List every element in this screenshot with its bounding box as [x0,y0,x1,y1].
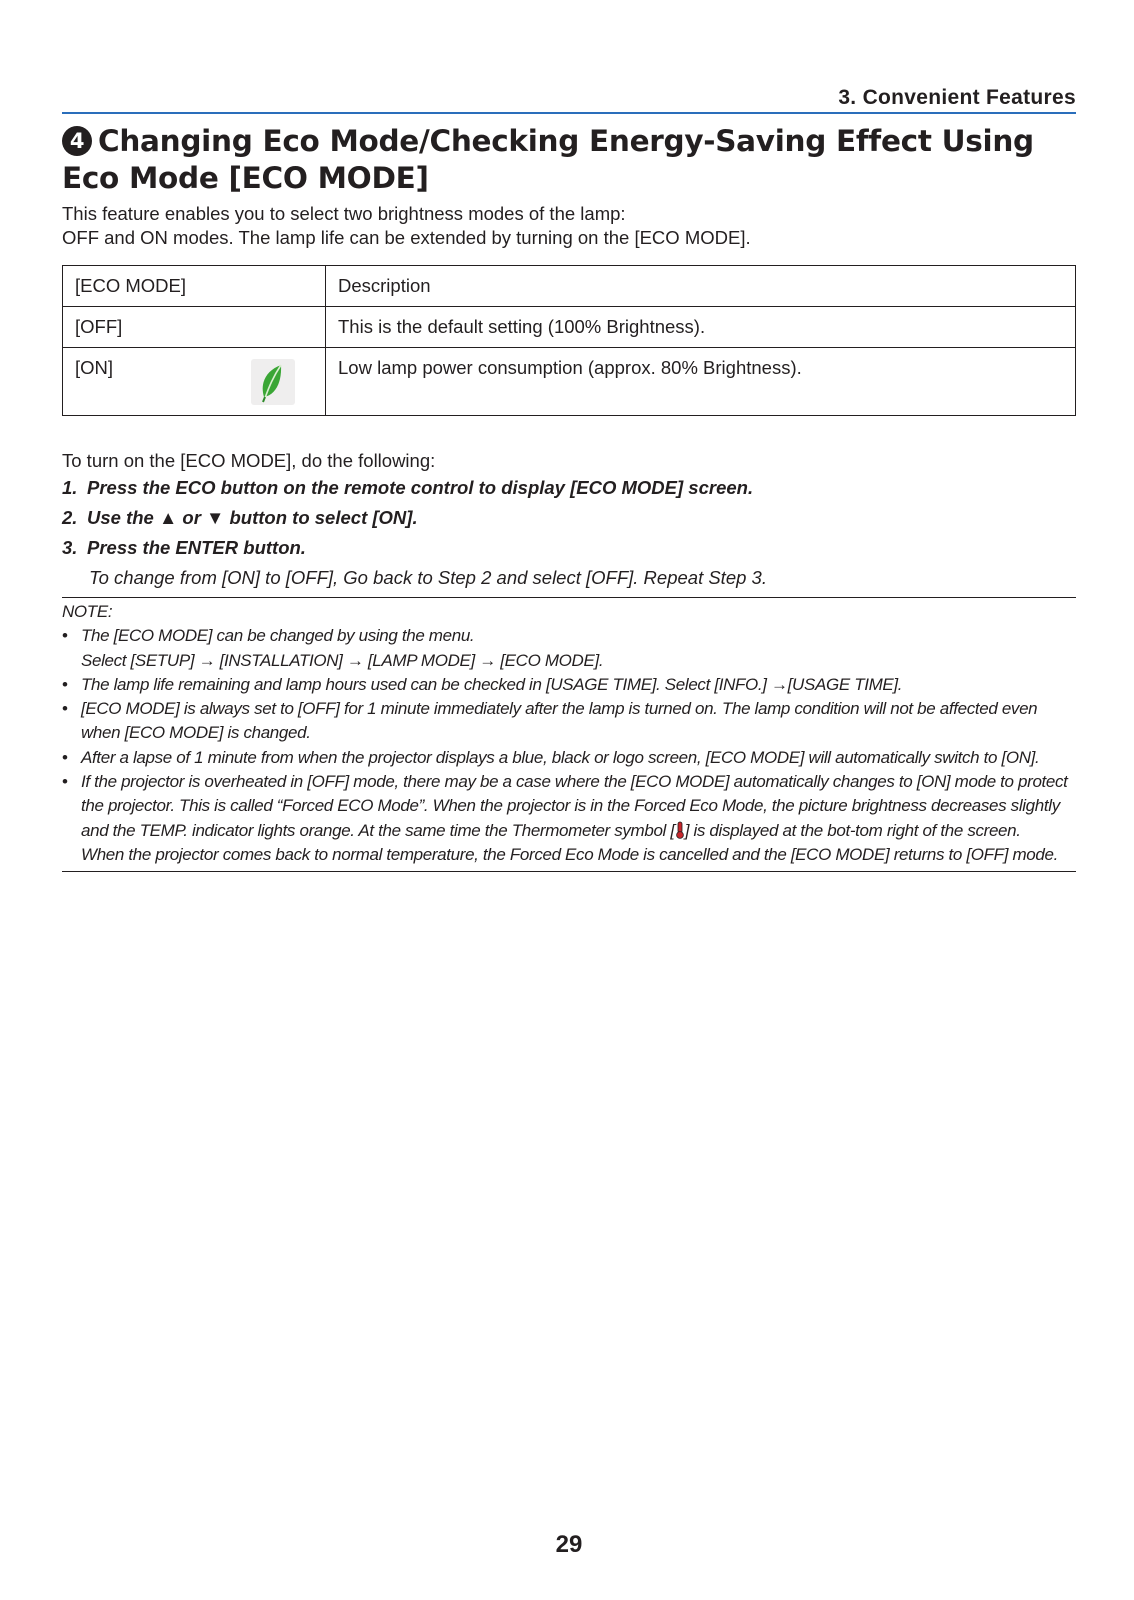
intro-paragraph [62,202,751,250]
table-cell-mode: [OFF] [63,307,326,348]
table-header-mode: [ECO MODE] [63,266,326,307]
list-item [62,770,1076,867]
note-text: ] is displayed at the bot-tom right of the screen. [684,820,1021,840]
note-list [62,624,1076,867]
table-cell-description: This is the default setting (100% Brightness). [326,307,1076,348]
note-text: If the projector is overheated in [OFF] mode, there may be a case where the [ECO MODE] automatically changes to [ON] mode to protect the projector. This is called “Forced ECO Mode”. When the projector is in the Forced Eco Mode, the picture brightness decreases slightly and the TEMP. indicator lights orange. At the same time the Thermometer symbol [ [81,772,1068,840]
bullet: • [62,626,68,646]
list-item [62,673,1076,697]
note-text: When the projector comes back to normal temperature, the Forced Eco Mode is cancelled and the [ECO MODE] returns to [OFF] mode. [81,844,1058,864]
note-text: The lamp life remaining and lamp hours used can be checked in [USAGE TIME]. Select [INFO.] →[USAGE TIME]. [81,674,903,694]
note-text: The [ECO MODE] can be changed by using the menu. [81,626,475,646]
list-item [62,697,1076,746]
bullet: • [62,699,68,719]
step-text: Press the ENTER button. [87,537,306,558]
table-header-description: Description [326,266,1076,307]
eco-leaf-icon [251,359,295,405]
list-item [62,624,1076,673]
table-cell-mode-on [63,348,326,416]
note-text: After a lapse of 1 minute from when the projector displays a blue, black or logo screen, [ECO MODE] will automatically switch to [ON]. [81,747,1040,767]
note-label: NOTE: [62,602,113,621]
eco-mode-table [62,265,1076,416]
header-rule [62,112,1076,114]
note-box [62,597,1076,872]
table-row [63,348,1076,416]
step-number: 1. [62,477,78,498]
step-number: 3. [62,537,78,558]
procedure-step [62,533,1076,563]
procedure-followup: To change from [ON] to [OFF], Go back to Step 2 and select [OFF]. Repeat Step 3. [89,567,767,588]
section-title-text: Changing Eco Mode/Checking Energy-Saving Effect Using Eco Mode [ECO MODE] [62,124,1034,195]
section-title [62,123,1076,197]
bullet: • [62,747,68,767]
bullet: • [62,674,68,694]
procedure-lead: To turn on the [ECO MODE], do the following: [62,450,436,471]
page-number: 29 [555,1531,583,1558]
step-text: Press the ECO button on the remote control to display [ECO MODE] screen. [87,477,754,498]
bullet: • [62,772,68,792]
procedure-step [62,503,1076,533]
note-text: Select [SETUP] → [INSTALLATION] → [LAMP MODE] → [ECO MODE]. [81,650,604,670]
step-number: 2. [62,507,78,528]
chapter-header: 3. Convenient Features [838,86,1076,109]
table-row [63,307,1076,348]
list-item [62,746,1076,770]
table-header-row [63,266,1076,307]
note-text: [ECO MODE] is always set to [OFF] for 1 minute immediately after the lamp is turned on. The lamp condition will not be affected even when [ECO MODE] is changed. [81,699,1038,743]
section-number-badge: 4 [62,126,92,156]
thermometer-icon [675,821,685,839]
table-cell-description: Low lamp power consumption (approx. 80% Brightness). [326,348,1076,416]
intro-line-1: This feature enables you to select two brightness modes of the lamp: [62,203,626,224]
procedure-step [62,473,1076,503]
table-cell-mode: [ON] [75,357,114,378]
step-text: Use the ▲ or ▼ button to select [ON]. [87,507,418,528]
intro-line-2: OFF and ON modes. The lamp life can be extended by turning on the [ECO MODE]. [62,227,751,248]
procedure [62,449,1076,593]
